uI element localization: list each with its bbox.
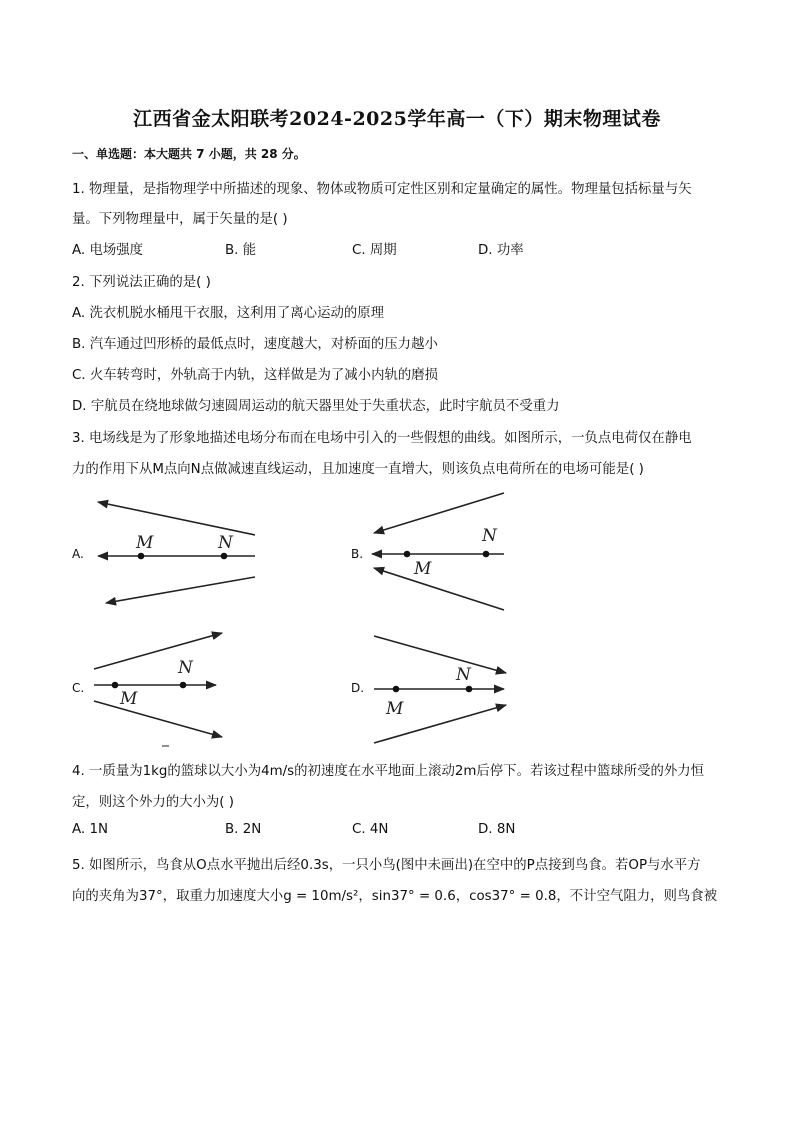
q5-stem-line2: 向的夹角为37°，取重力加速度大小g = 10m/s²，sin37° = 0.6，cos37° = 0.8，不计空气阻力，则鸟食被 [72, 889, 718, 904]
figure-a-point-n [221, 553, 228, 560]
figure-b-label: B. [351, 547, 364, 561]
figure-c-label-m: M [120, 689, 138, 709]
q1-option-d: D. 功率 [478, 243, 524, 258]
figure-c-field-line-bottom [94, 701, 222, 737]
figure-c-diagram [88, 625, 228, 750]
figure-b-label-m: M [414, 559, 432, 579]
figure-b-point-m [404, 551, 411, 558]
figure-d-label-n: N [456, 665, 471, 685]
q1-option-a: A. 电场强度 [72, 243, 143, 258]
figure-a-label-m: M [136, 533, 154, 553]
q2-option-b: B. 汽车通过凹形桥的最低点时，速度越大，对桥面的压力越小 [72, 337, 438, 352]
figure-b-diagram [362, 488, 517, 618]
figure-c-field-line-top [94, 633, 222, 669]
figure-c-label-n: N [178, 658, 193, 678]
q2-stem: 2. 下列说法正确的是( ) [72, 275, 211, 290]
q3-stem-line2: 力的作用下从M点向N点做减速直线运动，且加速度一直增大，则该负点电荷所在的电场可能是( ) [72, 462, 644, 477]
q4-option-a: A. 1N [72, 822, 108, 837]
figure-c-point-m [112, 682, 119, 689]
q2-option-a: A. 洗衣机脱水桶甩干衣服，这利用了离心运动的原理 [72, 306, 385, 321]
q4-stem-line2: 定，则这个外力的大小为( ) [72, 795, 235, 810]
figure-a-label: A. [72, 547, 84, 561]
q1-option-b: B. 能 [225, 243, 257, 258]
figure-a-field-line-top [98, 502, 255, 535]
figure-d-label: D. [351, 681, 365, 695]
figure-b-point-n [483, 551, 490, 558]
figure-a-point-m [138, 553, 145, 560]
figure-d-field-line-top [374, 636, 506, 673]
figure-c-label: C. [72, 681, 85, 695]
q1-stem-line2: 量。下列物理量中，属于矢量的是( ) [72, 212, 288, 227]
figure-a-field-line-bottom [106, 577, 255, 603]
q3-stem-line1: 3. 电场线是为了形象地描述电场分布而在电场中引入的一些假想的曲线。如图所示，一负点电荷仅在静电 [72, 431, 692, 446]
q4-stem-line1: 4. 一质量为1kg的篮球以大小为4m/s的初速度在水平地面上滚动2m后停下。若该过程中篮球所受的外力恒 [72, 764, 705, 779]
figure-b-label-n: N [482, 526, 497, 546]
q4-option-d: D. 8N [478, 822, 516, 837]
figure-a-diagram [90, 490, 265, 610]
figure-d-point-n [466, 686, 473, 693]
page-title: 江西省金太阳联考2024-2025学年高一（下）期末物理试卷 [133, 108, 661, 130]
figure-d-label-m: M [386, 699, 404, 719]
q2-option-c: C. 火车转弯时，外轨高于内轨，这样做是为了减小内轨的磨损 [72, 368, 439, 383]
q1-stem-line1: 1. 物理量，是指物理学中所描述的现象、物体或物质可定性区别和定量确定的属性。物理量包括标量与矢 [72, 182, 692, 197]
q2-option-d: D. 宇航员在绕地球做匀速圆周运动的航天器里处于失重状态，此时宇航员不受重力 [72, 399, 560, 414]
q4-option-c: C. 4N [352, 822, 389, 837]
figure-c-point-n [180, 682, 187, 689]
q1-option-c: C. 周期 [352, 243, 397, 258]
q4-option-b: B. 2N [225, 822, 262, 837]
figure-d-point-m [393, 686, 400, 693]
figure-d-diagram [368, 630, 513, 752]
figure-b-field-line-bottom [374, 568, 504, 610]
q5-stem-line1: 5. 如图所示，鸟食从O点水平抛出后经0.3s，一只小鸟(图中未画出)在空中的P点接到鸟食。若OP与水平方 [72, 858, 701, 873]
section-heading: 一、单选题：本大题共 7 小题，共 28 分。 [72, 147, 306, 161]
figure-a-label-n: N [218, 533, 233, 553]
